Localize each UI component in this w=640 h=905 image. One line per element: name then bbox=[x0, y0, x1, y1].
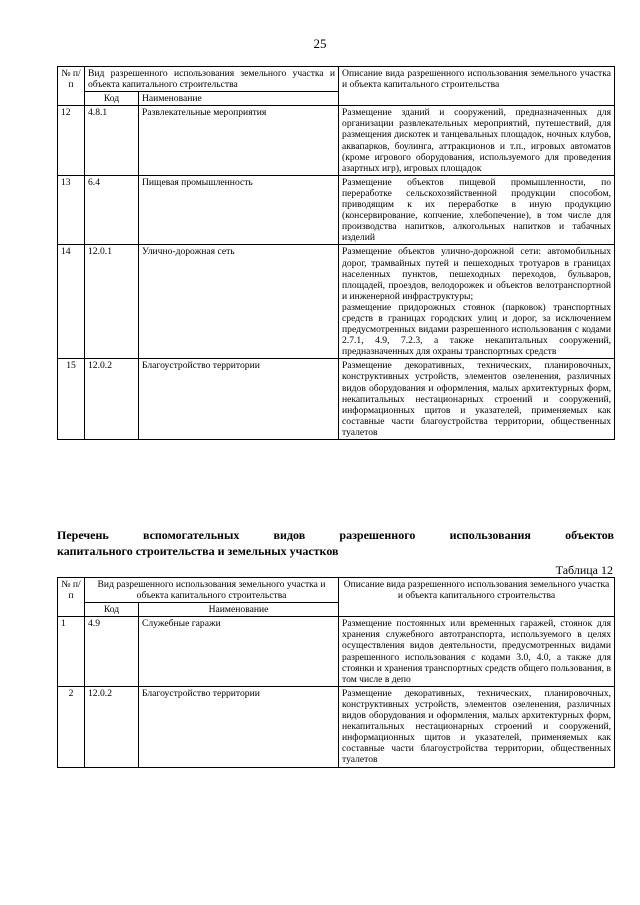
table-label: Таблица 12 bbox=[555, 563, 613, 577]
header-name: Наименование bbox=[139, 92, 339, 106]
row-code: 12.0.1 bbox=[85, 245, 139, 359]
row-description bbox=[339, 106, 615, 176]
header-num: № п/п bbox=[58, 578, 85, 617]
header-vid: Вид разрешенного использования земельного участка и объекта капитального строительства bbox=[85, 67, 339, 92]
table-header-row bbox=[58, 67, 615, 92]
table-header-row bbox=[58, 578, 615, 603]
row-description bbox=[339, 175, 615, 245]
page-number: 25 bbox=[313, 36, 327, 51]
header-num: № п/п bbox=[58, 67, 85, 106]
table-row bbox=[58, 175, 615, 245]
row-name: Благоустройство территории bbox=[139, 359, 339, 440]
table-row bbox=[58, 245, 615, 359]
table-row bbox=[58, 617, 615, 687]
row-code: 4.8.1 bbox=[85, 106, 139, 176]
row-number: 14 bbox=[58, 245, 85, 359]
row-number: 13 bbox=[58, 175, 85, 245]
header-name: Наименование bbox=[139, 603, 339, 617]
header-description: Описание вида разрешенного использования земельного участка и объекта капитального строительства bbox=[339, 67, 615, 106]
row-code: 6.4 bbox=[85, 175, 139, 245]
row-name: Развлекательные мероприятия bbox=[139, 106, 339, 176]
table-body bbox=[58, 106, 615, 440]
table-row bbox=[58, 686, 615, 767]
header-code: Код bbox=[85, 92, 139, 106]
description-paragraph: Размещение декоративных, технических, планировочных, конструктивных устройств, элементов озеленения, различных видов оборудования и оформления, малых архитектурных форм, некапитальных нестационарных строений и сооружений, информационных щитов и указателей, применяемых как составные части благоустройства территории, общественных туалетов bbox=[342, 360, 612, 438]
table-row bbox=[58, 359, 615, 440]
land-use-table bbox=[57, 66, 615, 440]
row-name: Служебные гаражи bbox=[139, 617, 339, 687]
description-paragraph: Размещение объектов пищевой промышленности, по переработке сельскохозяйственной продукции способом, приводящим к их переработке в иную продукцию (консервирование, копчение, хлебопечение), в том числе для производства напитков, алкогольных напитков и табачных изделий bbox=[342, 176, 612, 244]
description-paragraph: Размещение декоративных, технических, планировочных, конструктивных устройств, элементов озеленения, различных видов оборудования и оформления, малых архитектурных форм, некапитальных нестационарных строений и сооружений, информационных щитов и указателей, применяемых как составные части благоустройства территории, общественных туалетов bbox=[342, 687, 612, 766]
row-description bbox=[339, 359, 615, 440]
row-number: 15 bbox=[58, 359, 85, 440]
row-code: 12.0.2 bbox=[85, 359, 139, 440]
description-paragraph: Размещение объектов улично-дорожной сети: автомобильных дорог, трамвайных путей и пешеходных тротуаров в границах населенных пунктов, пешеходных переходов, бульваров, площадей, проездов, велодорожек и объектов велотранспортной и инженерной инфраструктуры; bbox=[342, 246, 612, 302]
row-number: 2 bbox=[58, 686, 85, 767]
row-name: Улично-дорожная сеть bbox=[139, 245, 339, 359]
description-paragraph: Размещение постоянных или временных гаражей, стоянок для хранения служебного автотранспорта, используемого в целях осуществления видов деятельности, предусмотренных видами разрешенного использования с кодами 3.0, 4.0, а также для стоянки и хранения транспортных средств общего пользования, в том числе в депо bbox=[342, 618, 612, 685]
row-description bbox=[339, 617, 615, 687]
row-number: 12 bbox=[58, 106, 85, 176]
header-code: Код bbox=[85, 603, 139, 617]
section-heading-line2: капитального строительства и земельных участков bbox=[57, 544, 339, 558]
header-vid: Вид разрешенного использования земельного участка и объекта капитального строительства bbox=[85, 578, 339, 603]
table-row bbox=[58, 106, 615, 176]
section-heading-line1: Перечень вспомогательных видов разрешенного использования объектов bbox=[57, 528, 614, 542]
table-body bbox=[58, 617, 615, 767]
row-description bbox=[339, 245, 615, 359]
header-description: Описание вида разрешенного использования земельного участка и объекта капитального строительства bbox=[339, 578, 615, 617]
description-paragraph: размещение придорожных стоянок (парковок) транспортных средств в границах городских улиц и дорог, за исключением предусмотренных видами разрешенного использования с кодами 2.7.1, 4.9, 7.2.3, а также некапитальных сооружений, предназначенных для охраны транспортных средств bbox=[342, 301, 612, 358]
description-paragraph: Размещение зданий и сооружений, предназначенных для организации развлекательных мероприятий, путешествий, для размещения дискотек и танцевальных площадок, ночных клубов, аквапарков, боулинга, аттракционов и т.п., игровых автоматов (кроме игрового оборудования, используемого для проведения азартных игр), игровых площадок bbox=[342, 107, 612, 174]
row-name: Пищевая промышленность bbox=[139, 175, 339, 245]
row-name: Благоустройство территории bbox=[139, 686, 339, 767]
row-code: 12.0.2 bbox=[85, 686, 139, 767]
row-code: 4.9 bbox=[85, 617, 139, 687]
row-number: 1 bbox=[58, 617, 85, 687]
auxiliary-use-table bbox=[57, 577, 615, 768]
row-description bbox=[339, 686, 615, 767]
